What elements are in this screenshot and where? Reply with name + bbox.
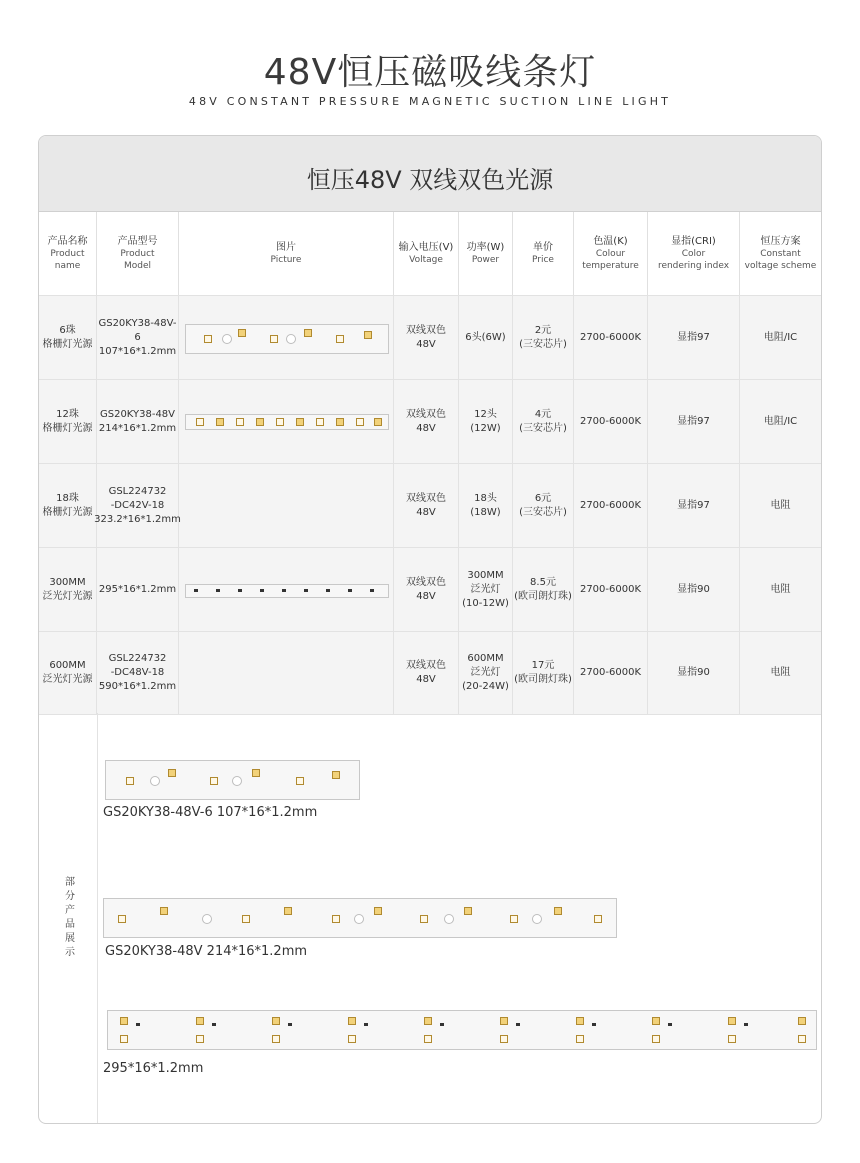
cell-cct: 2700-6000K <box>574 632 648 714</box>
cell-price <box>513 464 574 547</box>
cell-text: 48V <box>416 674 436 685</box>
col-header-zh: 产品型号 <box>117 235 158 247</box>
chip <box>136 1023 140 1026</box>
led <box>652 1035 660 1043</box>
cell-model <box>94 464 181 547</box>
cell-text: 323.2*16*1.2mm <box>94 513 181 525</box>
led-strip-image <box>185 584 389 598</box>
col-header-en: temperature <box>582 260 639 271</box>
cell-name <box>39 380 97 463</box>
cell-text: 双线双色 <box>406 576 446 588</box>
cell-text: 泛光灯光源 <box>42 590 93 602</box>
cell-voltage <box>394 548 459 631</box>
cell-text: 18头(18W) <box>470 492 501 518</box>
showcase-caption: GS20KY38-48V-6 107*16*1.2mm <box>103 805 318 820</box>
showcase-caption: GS20KY38-48V 214*16*1.2mm <box>105 944 308 959</box>
led <box>204 335 212 343</box>
col-header-en: Colour <box>595 248 626 259</box>
panel-title: 恒压48V 双线双色光源 <box>306 166 554 194</box>
col-header-zh: 产品名称 <box>47 235 88 247</box>
cell-power <box>459 632 513 714</box>
chip <box>326 589 330 592</box>
led-strip-image <box>185 414 389 430</box>
cell-text: 6珠 <box>59 324 76 336</box>
cell-text: -DC42V-18 <box>110 499 165 511</box>
cell-text: 300MM <box>49 576 86 588</box>
cell-cri: 显指90 <box>648 548 740 631</box>
cell-text: -DC48V-18 <box>110 667 165 678</box>
led <box>464 907 472 915</box>
chip <box>238 589 242 592</box>
cell-text: 48V <box>416 422 436 434</box>
col-header-en: voltage scheme <box>744 260 817 271</box>
hole <box>202 914 212 924</box>
cell-text: 18珠 <box>56 492 79 504</box>
led <box>252 769 260 777</box>
cell-cct: 2700-6000K <box>574 548 648 631</box>
page-title: 48V恒压磁吸线条灯 <box>263 52 597 93</box>
cell-picture <box>179 548 394 631</box>
led <box>424 1035 432 1043</box>
table-row <box>39 631 821 715</box>
cell-text: 600MM <box>467 653 504 664</box>
chip <box>668 1023 672 1026</box>
col-header-zh: 色温(K) <box>593 235 628 247</box>
cell-cri: 显指90 <box>648 632 740 714</box>
cell-power <box>459 296 513 379</box>
led <box>256 418 264 426</box>
cell-picture <box>179 464 394 547</box>
led <box>120 1035 128 1043</box>
led <box>554 907 562 915</box>
cell-voltage <box>394 296 459 379</box>
cell-text: (欧司朗灯珠) <box>514 674 572 685</box>
hole <box>222 334 232 344</box>
col-header-name <box>39 212 97 295</box>
led <box>332 771 340 779</box>
led <box>284 907 292 915</box>
cell-name <box>39 548 97 631</box>
led-strip-image <box>185 324 389 354</box>
cell-price <box>513 632 574 714</box>
chip <box>744 1023 748 1026</box>
cell-text: 295*16*1.2mm <box>98 583 177 595</box>
cell-model <box>97 548 179 631</box>
led <box>120 1017 128 1025</box>
cell-model <box>97 296 179 379</box>
cell-picture <box>179 296 394 379</box>
led <box>374 907 382 915</box>
col-header-en: Picture <box>270 254 302 265</box>
cell-cct: 2700-6000K <box>574 296 648 379</box>
cell-cri: 显指97 <box>648 296 740 379</box>
led <box>728 1035 736 1043</box>
chip <box>348 589 352 592</box>
col-header-scheme <box>740 212 821 295</box>
col-header-picture <box>179 212 394 295</box>
led <box>500 1017 508 1025</box>
led <box>336 418 344 426</box>
cell-text: 4元 <box>534 408 552 420</box>
chip <box>288 1023 292 1026</box>
chip <box>370 589 374 592</box>
chip <box>212 1023 216 1026</box>
cell-text: 48V <box>416 338 436 350</box>
cell-text: 48V <box>416 590 436 602</box>
cell-text: (欧司朗灯珠) <box>514 590 572 602</box>
cell-text: GSL224732 <box>108 485 167 497</box>
cell-text: (三安芯片) <box>519 422 567 434</box>
showcase-caption: 295*16*1.2mm <box>103 1061 204 1076</box>
cell-text: 泛光灯 <box>470 667 501 678</box>
showcase-strip-300mm <box>107 1010 817 1050</box>
led <box>196 418 204 426</box>
chip <box>282 589 286 592</box>
col-header-en: Price <box>532 254 554 265</box>
cell-cct: 2700-6000K <box>574 464 648 547</box>
cell-price <box>513 548 574 631</box>
cell-text: 双线双色 <box>406 492 446 504</box>
chip <box>216 589 220 592</box>
col-header-cri <box>648 212 740 295</box>
led <box>652 1017 660 1025</box>
led <box>276 418 284 426</box>
cell-text: (20-24W) <box>462 681 509 692</box>
cell-text: 双线双色 <box>406 408 446 420</box>
led <box>118 915 126 923</box>
cell-model <box>97 380 179 463</box>
cell-voltage <box>394 464 459 547</box>
cell-power <box>459 548 513 631</box>
cell-scheme: 电阻 <box>770 667 791 678</box>
col-header-en: Model <box>123 260 152 271</box>
led <box>332 915 340 923</box>
chip <box>260 589 264 592</box>
cell-text: 48V <box>416 506 436 518</box>
led <box>424 1017 432 1025</box>
cell-text: GSL224732 <box>108 653 167 664</box>
cell-model <box>97 632 179 714</box>
cell-text: 600MM <box>49 660 86 671</box>
cell-price <box>513 380 574 463</box>
col-header-en: Color <box>681 248 706 259</box>
cell-cri: 显指97 <box>648 464 740 547</box>
led <box>242 915 250 923</box>
col-header-voltage <box>394 212 459 295</box>
cell-text: 格栅灯光源 <box>42 338 93 350</box>
cell-text: (三安芯片) <box>519 338 567 350</box>
led <box>272 1017 280 1025</box>
cell-text: 17元 <box>531 660 555 671</box>
led <box>374 418 382 426</box>
cell-text: 6元 <box>534 492 552 504</box>
cell-scheme: 电阻/IC <box>763 331 798 343</box>
col-header-zh: 恒压方案 <box>760 235 801 247</box>
cell-text: (10-12W) <box>462 597 509 609</box>
cell-text: 214*16*1.2mm <box>98 422 177 434</box>
cell-scheme: 电阻/IC <box>763 415 798 427</box>
led <box>348 1035 356 1043</box>
led <box>356 418 364 426</box>
col-header-model <box>97 212 179 295</box>
col-header-en: Product <box>120 248 155 259</box>
cell-text: 泛光灯 <box>470 583 501 595</box>
col-header-zh: 功率(W) <box>466 241 505 253</box>
led <box>798 1017 806 1025</box>
chip <box>440 1023 444 1026</box>
led <box>576 1035 584 1043</box>
led <box>364 331 372 339</box>
cell-cct: 2700-6000K <box>574 380 648 463</box>
cell-name <box>39 632 97 714</box>
showcase-strip-12 <box>103 898 617 938</box>
cell-voltage <box>394 380 459 463</box>
col-header-cct <box>574 212 648 295</box>
cell-text: 格栅灯光源 <box>42 506 93 518</box>
hole <box>444 914 454 924</box>
col-header-en: rendering index <box>657 260 730 271</box>
cell-text: (三安芯片) <box>519 506 567 518</box>
led <box>168 769 176 777</box>
col-header-zh: 单价 <box>533 241 553 253</box>
cell-power <box>459 464 513 547</box>
cell-power <box>459 380 513 463</box>
led <box>210 777 218 785</box>
hole <box>150 776 160 786</box>
cell-name <box>39 464 97 547</box>
led <box>296 777 304 785</box>
led <box>296 418 304 426</box>
cell-text: 300MM <box>467 569 504 581</box>
cell-picture <box>179 632 394 714</box>
cell-scheme: 电阻 <box>770 499 791 511</box>
table-row <box>39 379 821 463</box>
table-row <box>39 295 821 379</box>
led <box>216 418 224 426</box>
table-row <box>39 463 821 547</box>
cell-name <box>39 296 97 379</box>
led <box>160 907 168 915</box>
col-header-zh: 显指(CRI) <box>671 235 716 247</box>
col-header-en: Voltage <box>409 254 443 265</box>
led <box>500 1035 508 1043</box>
led <box>576 1017 584 1025</box>
spec-panel <box>38 135 822 1124</box>
col-header-en: name <box>54 260 81 271</box>
led <box>420 915 428 923</box>
hole <box>354 914 364 924</box>
cell-scheme: 电阻 <box>770 583 791 595</box>
led <box>304 329 312 337</box>
led <box>238 329 246 337</box>
cell-text: 格栅灯光源 <box>42 422 93 434</box>
cell-text: 双线双色 <box>406 324 446 336</box>
led <box>348 1017 356 1025</box>
led <box>728 1017 736 1025</box>
cell-text: GS20KY38-48V-6 <box>98 317 177 343</box>
cell-text: 双线双色 <box>406 660 446 671</box>
cell-picture <box>179 380 394 463</box>
showcase-label-text: 部分产品展示 <box>62 876 74 960</box>
col-header-en: Product <box>50 248 85 259</box>
showcase-strip-6 <box>105 760 360 800</box>
led <box>798 1035 806 1043</box>
cell-text: 2元 <box>534 324 552 336</box>
led <box>316 418 324 426</box>
cell-text: 12头(12W) <box>470 408 501 434</box>
led <box>236 418 244 426</box>
led <box>196 1035 204 1043</box>
chip <box>516 1023 520 1026</box>
chip <box>304 589 308 592</box>
led <box>594 915 602 923</box>
chip <box>364 1023 368 1026</box>
cell-text: 590*16*1.2mm <box>98 681 177 692</box>
led <box>272 1035 280 1043</box>
cell-cri: 显指97 <box>648 380 740 463</box>
cell-voltage <box>394 632 459 714</box>
col-header-power <box>459 212 513 295</box>
page-subtitle: 48V CONSTANT PRESSURE MAGNETIC SUCTION LINE LIGHT <box>188 95 672 108</box>
col-header-zh: 输入电压(V) <box>398 241 454 253</box>
table-row <box>39 547 821 631</box>
col-header-zh: 图片 <box>276 241 296 253</box>
cell-text: 6头(6W) <box>465 331 506 343</box>
led <box>196 1017 204 1025</box>
col-header-en: Power <box>471 254 500 265</box>
col-header-price <box>513 212 574 295</box>
showcase-label <box>39 713 98 1123</box>
led <box>270 335 278 343</box>
hole <box>532 914 542 924</box>
cell-text: 泛光灯光源 <box>42 674 93 685</box>
cell-text: 8.5元 <box>530 576 556 588</box>
chip <box>592 1023 596 1026</box>
hole <box>286 334 296 344</box>
hole <box>232 776 242 786</box>
cell-text: GS20KY38-48V <box>99 408 176 420</box>
led <box>336 335 344 343</box>
cell-text: 107*16*1.2mm <box>98 345 177 357</box>
panel-header <box>39 136 821 212</box>
cell-price <box>513 296 574 379</box>
led <box>510 915 518 923</box>
chip <box>194 589 198 592</box>
led <box>126 777 134 785</box>
cell-text: 12珠 <box>56 408 79 420</box>
col-header-en: Constant <box>760 248 801 259</box>
